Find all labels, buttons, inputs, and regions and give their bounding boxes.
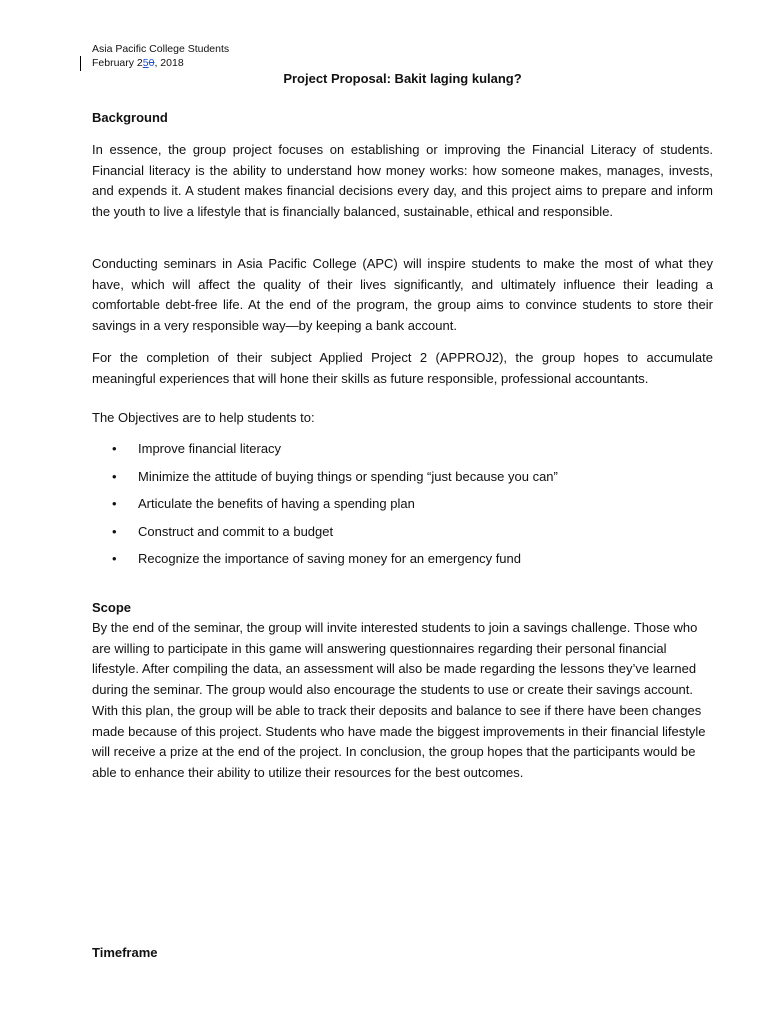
page-title: Project Proposal: Bakit laging kulang? xyxy=(283,71,522,86)
list-item xyxy=(112,523,558,551)
text-cursor xyxy=(80,56,81,71)
list-item xyxy=(112,440,558,468)
date-day xyxy=(143,57,155,69)
tracked-insertion[interactable]: 5 xyxy=(142,56,149,69)
timeframe-heading: Timeframe xyxy=(92,945,158,960)
bullet-icon: • xyxy=(112,523,117,539)
scope-heading: Scope xyxy=(92,600,132,615)
tracked-deletion[interactable]: 0 xyxy=(148,56,155,69)
objectives-list xyxy=(112,440,558,578)
author-line: Asia Pacific College Students xyxy=(92,43,230,55)
objective-text: Improve financial literacy xyxy=(138,441,282,456)
date-month: February 2 xyxy=(92,56,143,69)
bullet-icon: • xyxy=(112,468,117,484)
date-year: , 2018 xyxy=(154,56,184,69)
bullet-icon: • xyxy=(112,496,117,511)
objective-text: Recognize the importance of saving money for an emergency fund xyxy=(138,551,521,566)
list-item xyxy=(112,468,558,496)
bullet-icon: • xyxy=(112,551,117,566)
objective-text: Articulate the benefits of having a spending plan xyxy=(138,496,415,511)
background-paragraph-3: For the completion of their subject Applied Project 2 (APPROJ2), the group hopes to accumulate meaningful experiences that will hone their skills as future responsible, professional accountants. xyxy=(92,350,713,386)
list-item xyxy=(112,550,558,578)
background-heading: Background xyxy=(92,110,168,125)
scope-paragraph: By the end of the seminar, the group will invite interested students to join a savings challenge. Those who are willing to participate in this game will answering questionnaires regarding their personal financial lifestyle. After compiling the data, an assessment will also be made regarding the lessons they’ve learned during the seminar. The group would also encourage the students to use or create their savings account. With this plan, the group will be able to track their deposits and balance to see if there have been changes made because of this project. Students who have made the biggest improvements in their financial lifestyle will receive a prize at the end of the project. In conclusion, the group hopes that the participants would be able to enhance their ability to utilize their resources for the best outcomes. xyxy=(92,620,706,780)
objective-text: Construct and commit to a budget xyxy=(138,523,334,539)
objectives-intro: The Objectives are to help students to: xyxy=(92,410,315,425)
document-header xyxy=(92,43,229,70)
objective-text: Minimize the attitude of buying things or spending “just because you can” xyxy=(138,468,558,484)
bullet-icon: • xyxy=(112,441,117,456)
background-paragraph-2: Conducting seminars in Asia Pacific College (APC) will inspire students to make the most of what they have, which will affect the quality of their lives significantly, and ultimately influence their leading a comfortable debt-free life. At the end of the program, the group aims to convince students to store their savings in a very responsible way—by keeping a bank account. xyxy=(92,256,713,334)
list-item xyxy=(112,495,558,523)
date-line xyxy=(92,57,229,71)
background-paragraph-1: In essence, the group project focuses on establishing or improving the Financial Literacy of students. Financial literacy is the ability to understand how money works: how someone makes, manages, invests, and expends it. A student makes financial decisions every day, and this project aims to prepare and inform the youth to live a lifestyle that is financially balanced, sustainable, ethical and responsible. xyxy=(92,142,713,220)
